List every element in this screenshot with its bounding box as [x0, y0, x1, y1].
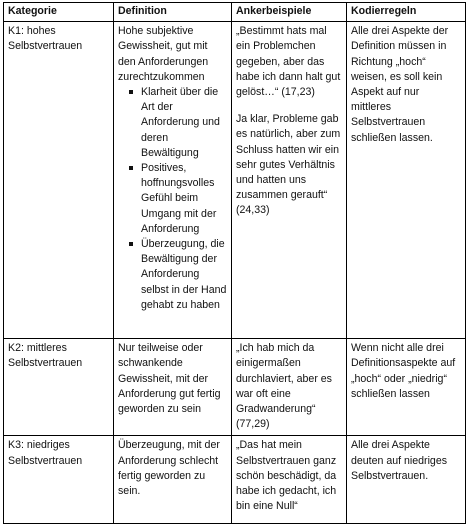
header-kategorie: Kategorie [4, 3, 114, 22]
header-definition: Definition [114, 3, 232, 22]
anker-cell [232, 22, 347, 339]
kategorie-cell: K2: mittleres Selbstvertrauen [4, 339, 114, 436]
definition-bullet: Klarheit über die Art der Anforderung und deren Bewältigung [129, 85, 227, 161]
anker-cell: „Ich hab mich da einigermaßen durchlaviert, aber es war oft eine Gradwanderung“ (77,29) [232, 339, 347, 436]
table-row-k3 [4, 436, 466, 524]
table-row-k1 [4, 22, 466, 339]
anker-example: „Bestimmt hats mal ein Problemchen gegeben, aber das habe ich dann halt gut gelöst…“ (17,23) [236, 25, 341, 99]
anker-cell: „Das hat mein Selbstvertrauen ganz schön beschädigt, da habe ich gedacht, ich bin eine Null“ [232, 436, 347, 524]
kategorie-cell: K3: niedriges Selbstvertrauen [4, 436, 114, 524]
definition-bullet: Positives, hoffnungsvolles Gefühl beim Umgang mit der Anforderung [129, 161, 227, 237]
kodierregel-cell: Alle drei Aspekte deuten auf niedriges Selbstvertrauen. [347, 436, 466, 524]
definition-cell [114, 22, 232, 339]
definition-cell: Überzeugung, mit der Anforderung schlecht fertig geworden zu sein. [114, 436, 232, 524]
definition-cell: Nur teilweise oder schwankende Gewissheit, mit der Anforderung gut fertig geworden zu sein [114, 339, 232, 436]
kodierregel-cell: Alle drei Aspekte der Definition müssen in Richtung „hoch“ weisen, es soll kein Aspekt auf nur mittleres Selbstvertrauen schließen lassen. [347, 22, 466, 339]
header-kodierregeln: Kodierregeln [347, 3, 466, 22]
definition-bullet: Überzeugung, die Bewältigung der Anforderung selbst in der Hand gehabt zu haben [129, 237, 227, 313]
kategorie-cell: K1: hohes Selbstvertrauen [4, 22, 114, 339]
header-ankerbeispiele: Ankerbeispiele [232, 3, 347, 22]
table-row-k2 [4, 339, 466, 436]
header-row [4, 3, 466, 22]
definition-intro: Hohe subjektive Gewissheit, gut mit den Anforderungen zurechtzukommen [118, 25, 209, 83]
kodierregel-cell: Wenn nicht alle drei Definitionsaspekte auf „hoch“ oder „niedrig“ schließen lassen [347, 339, 466, 436]
category-table [3, 2, 466, 524]
definition-bullet-list [118, 85, 227, 313]
anker-example: Ja klar, Probleme gab es natürlich, aber zum Schluss hatten wir ein sehr gutes Verhältnis und hatten uns zusammen gerauft“ (24,33) [236, 113, 341, 217]
